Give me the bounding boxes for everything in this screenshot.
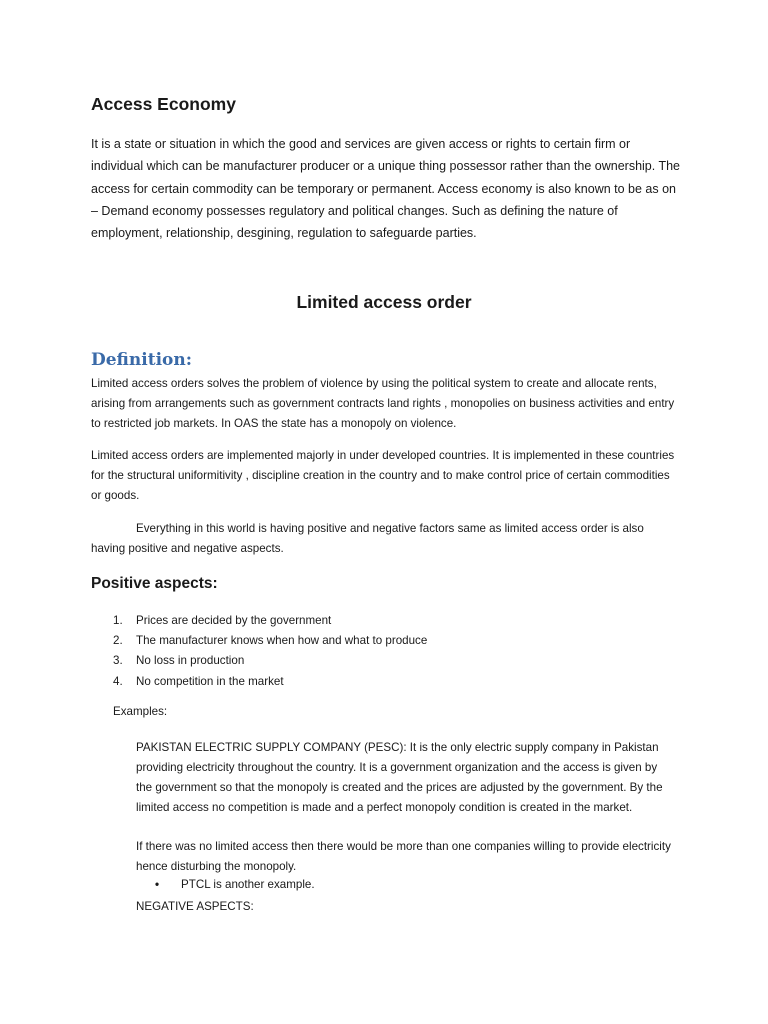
definition-paragraph-3: Everything in this world is having positive and negative factors same as limited access order is also having positive and negative aspects. <box>91 522 644 556</box>
negative-aspects-label: NEGATIVE ASPECTS: <box>136 900 254 913</box>
monopoly-paragraph: If there was no limited access then there would be more than one companies willing to provide electricity hence disturbing the monopoly. <box>136 840 671 874</box>
definition-paragraph-1: Limited access orders solves the problem of violence by using the political system to create and allocate rents, arising from arrangements such as government contracts land rights , monopolies on business activities and entry to restricted job markets. In OAS the state has a monopoly on violence. <box>91 377 675 431</box>
positive-aspects-heading: Positive aspects: <box>91 575 218 592</box>
list-item-text: Prices are decided by the government <box>136 614 332 627</box>
list-item <box>113 672 673 692</box>
list-item <box>113 611 673 631</box>
list-item-number: 1. <box>113 614 123 627</box>
examples-label: Examples: <box>113 705 168 718</box>
list-item <box>113 631 673 651</box>
positive-aspects-list <box>113 611 673 692</box>
bullet-item <box>155 878 315 891</box>
definition-paragraph-2: Limited access orders are implemented majorly in under developed countries. It is implemented in these countries for the structural uniformitivity , discipline creation in the country and to make control price of certain commodities or goods. <box>91 449 675 503</box>
pesc-paragraph: PAKISTAN ELECTRIC SUPPLY COMPANY (PESC): It is the only electric supply company in Pakistan providing electricity throughout the country. It is a government organization and the access is given by the government so that the monopoly is created and the prices are adjusted by the government. By the limited access no competition is made and a perfect monopoly condition is created in the market. <box>136 741 663 815</box>
access-economy-paragraph: It is a state or situation in which the good and services are given access or rights to certain firm or individual which can be manufacturer producer or a unique thing possessor rather than the ownership. The access for certain commodity can be temporary or permanent. Access economy is also known to be as on – Demand economy possesses regulatory and political changes. Such as defining the nature of employment, relationship, desgining, regulation to safeguarde parties. <box>91 137 681 241</box>
list-item <box>113 651 673 671</box>
list-item-text: The manufacturer knows when how and what to produce <box>136 634 428 648</box>
bullet-icon: • <box>155 878 160 891</box>
limited-access-order-heading: Limited access order <box>296 292 472 312</box>
list-item-number: 4. <box>113 674 123 688</box>
access-economy-heading: Access Economy <box>91 94 236 114</box>
bullet-item-text: PTCL is another example. <box>181 878 315 891</box>
definition-heading: Definition: <box>91 350 193 370</box>
list-item-text: No competition in the market <box>136 674 284 688</box>
list-item-number: 2. <box>113 634 123 648</box>
list-item-text: No loss in production <box>136 654 245 668</box>
list-item-number: 3. <box>113 654 123 668</box>
